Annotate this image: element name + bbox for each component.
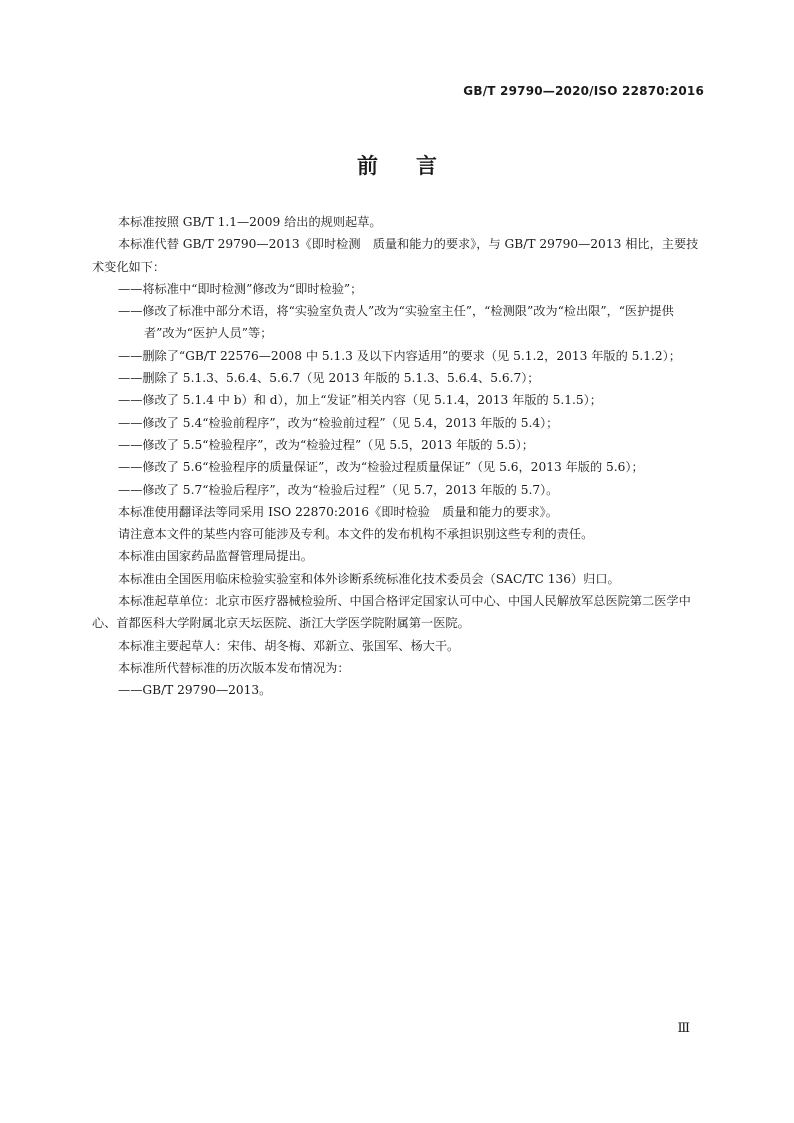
- paragraph: 本标准由国家药品监督管理局提出。: [118, 549, 313, 564]
- paragraph: 本标准所代替标准的历次版本发布情况为：: [118, 660, 350, 675]
- page-title: 前言: [357, 154, 475, 178]
- paragraph: 本标准使用翻译法等同采用 ISO 22870:2016《即时检验 质量和能力的要求》。: [118, 504, 558, 519]
- paragraph: 请注意本文件的某些内容可能涉及专利。本文件的发布机构不承担识别这些专利的责任。: [118, 527, 594, 542]
- list-item: ——修改了 5.7“检验后程序”，改为“检验后过程”（见 5.7，2013 年版的 5.7）。: [118, 482, 559, 497]
- paragraph: 本标准主要起草人：宋伟、胡冬梅、邓新立、张国军、杨大干。: [118, 638, 460, 653]
- standard-code: GB/T 29790—2020/ISO 22870:2016: [463, 84, 704, 98]
- list-item: ——修改了标准中部分术语，将“实验室负责人”改为“实验室主任”，“检测限”改为“检出限”，“医护提供者”改为“医护人员”等；: [118, 304, 674, 341]
- list-item: ——删除了 5.1.3、5.6.4、5.6.7（见 2013 年版的 5.1.3、5.6.4、5.6.7）；: [118, 371, 540, 386]
- list-item: ——修改了 5.6“检验程序的质量保证”，改为“检验过程质量保证”（见 5.6，2013 年版的 5.6）；: [118, 460, 644, 475]
- list-item: ——删除了“GB/T 22576—2008 中 5.1.3 及以下内容适用”的要求（见 5.1.2，2013 年版的 5.1.2）；: [118, 348, 681, 363]
- page-number: Ⅲ: [677, 1021, 690, 1036]
- paragraph: 本标准按照 GB/T 1.1—2009 给出的规则起草。: [118, 215, 382, 229]
- paragraph: 本标准代替 GB/T 29790—2013《即时检测 质量和能力的要求》，与 GB/T 29790—2013 相比，主要技术变化如下：: [92, 237, 699, 274]
- list-item: ——修改了 5.1.4 中 b）和 d），加上“发证”相关内容（见 5.1.4，2013 年版的 5.1.5）；: [118, 393, 602, 408]
- foreword-body: [92, 211, 704, 702]
- paragraph: ——GB/T 29790—2013。: [118, 683, 272, 698]
- paragraph: 本标准由全国医用临床检验实验室和体外诊断系统标准化技术委员会（SAC/TC 136）归口。: [118, 571, 620, 586]
- list-item: ——将标准中“即时检测”修改为“即时检验”；: [118, 281, 363, 296]
- paragraph: 本标准起草单位：北京市医疗器械检验所、中国合格评定国家认可中心、中国人民解放军总医院第二医学中心、首都医科大学附属北京天坛医院、浙江大学医学院附属第一医院。: [92, 594, 691, 631]
- list-item: ——修改了 5.4“检验前程序”，改为“检验前过程”（见 5.4，2013 年版的 5.4）；: [118, 415, 559, 430]
- list-item: ——修改了 5.5“检验程序”，改为“检验过程”（见 5.5，2013 年版的 5.5）；: [118, 437, 534, 452]
